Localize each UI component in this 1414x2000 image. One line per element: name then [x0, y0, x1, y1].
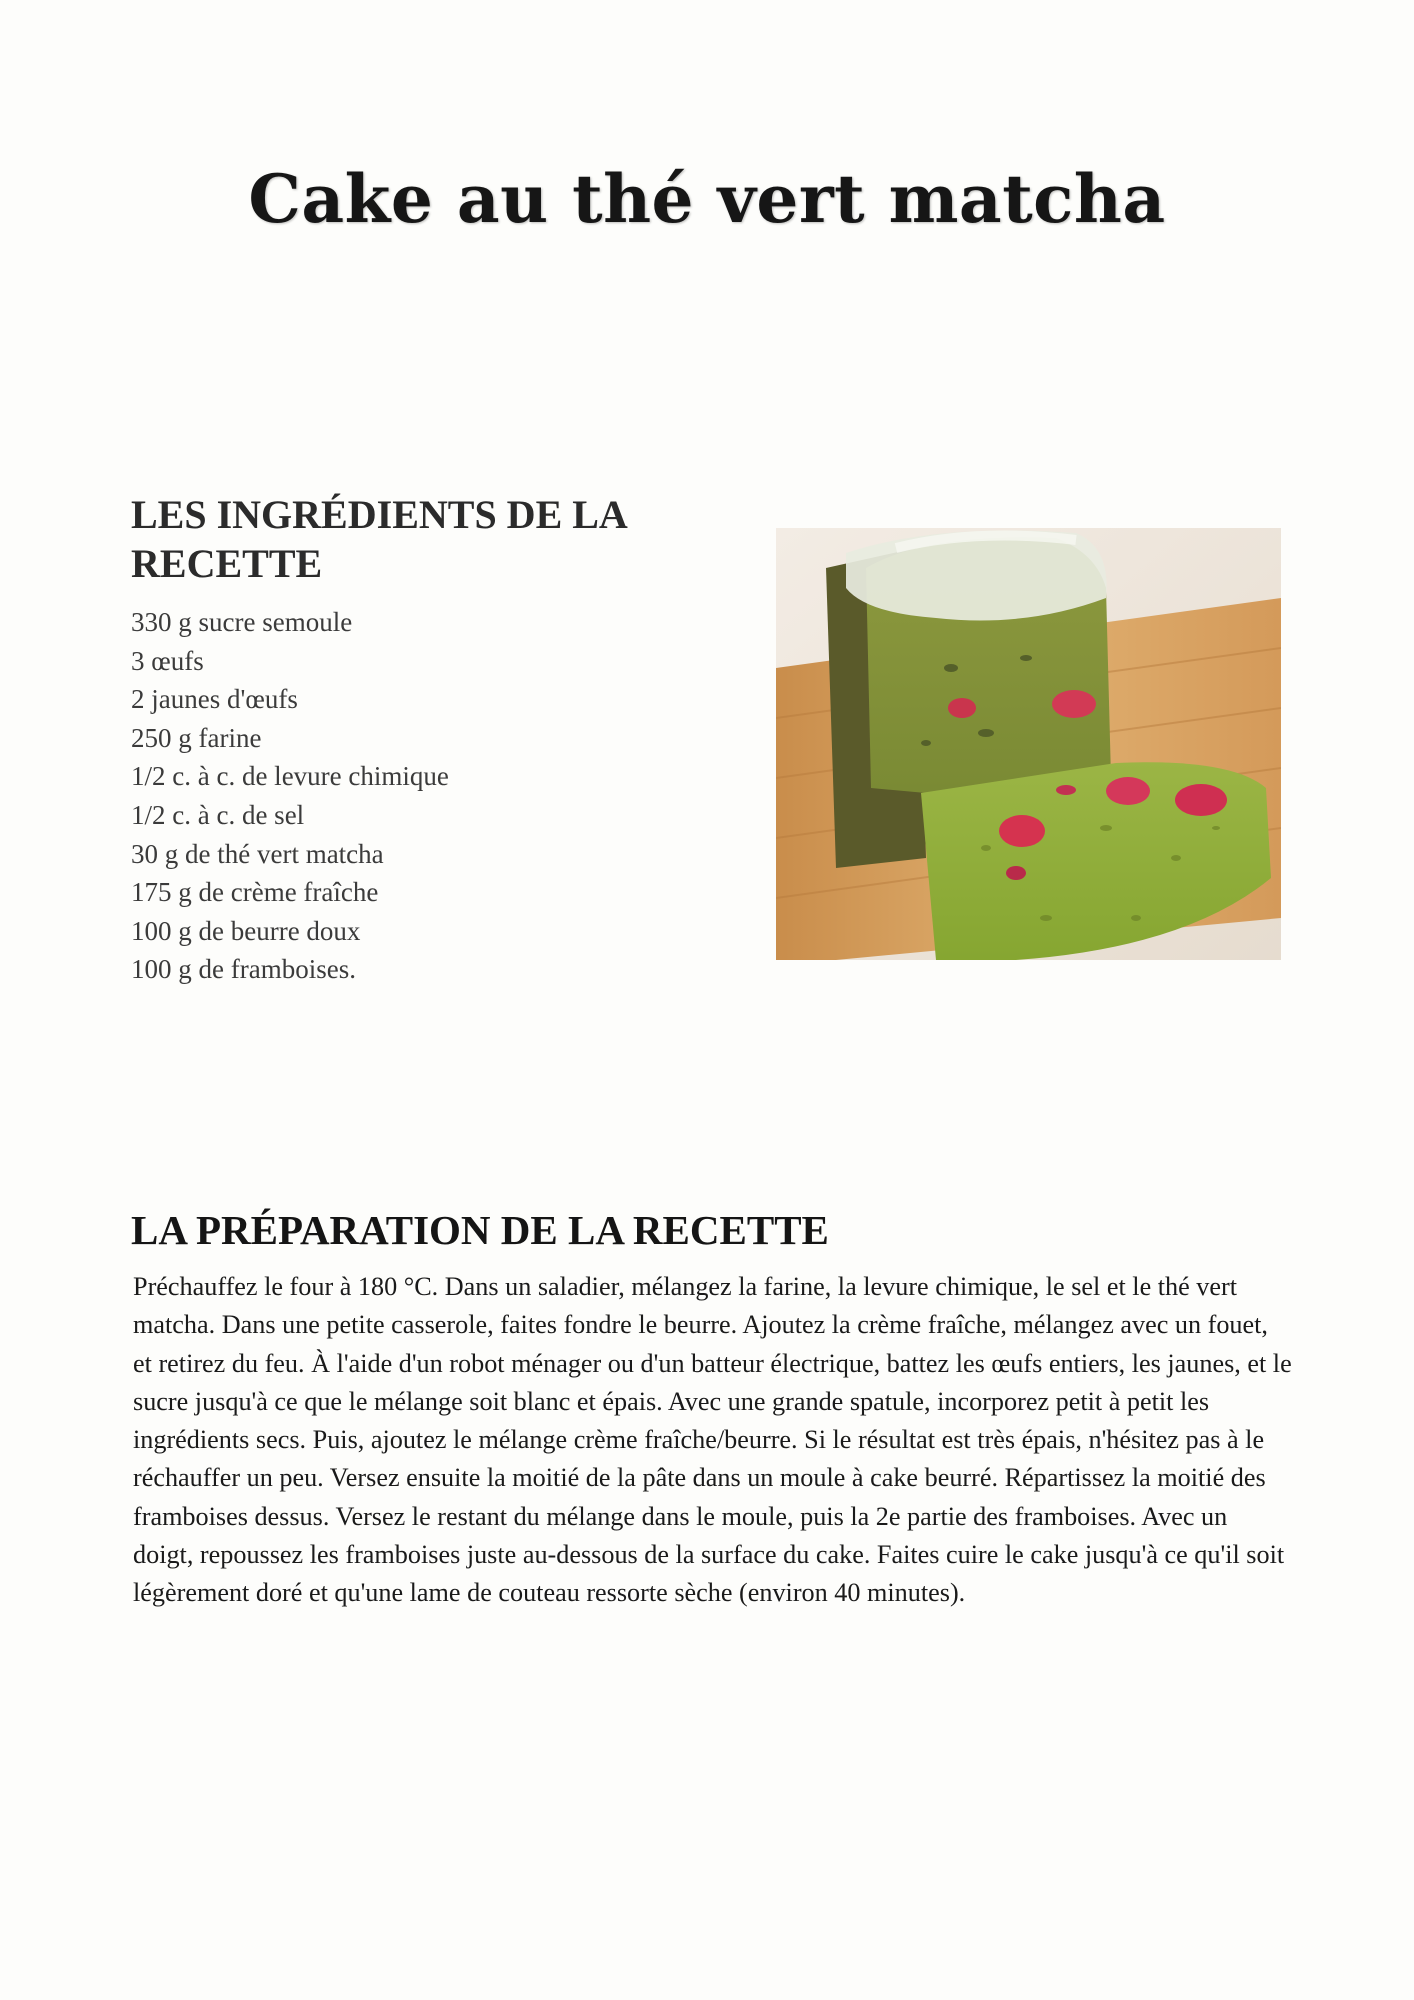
recipe-title: Cake au thé vert matcha — [248, 160, 1166, 238]
ingredient-item: 100 g de framboises. — [131, 954, 356, 985]
ingredient-item: 100 g de beurre doux — [131, 915, 361, 946]
cake-photo — [776, 528, 1281, 960]
ingredient-item: 1/2 c. à c. de sel — [131, 799, 305, 830]
ingredient-item: 30 g de thé vert matcha — [131, 838, 384, 869]
ingredient-item: 2 jaunes d'œufs — [131, 684, 298, 715]
ingredients-list — [131, 603, 449, 989]
ingredient-item: 330 g sucre semoule — [131, 607, 353, 637]
preparation-heading: LA PRÉPARATION DE LA RECETTE — [131, 1207, 829, 1253]
ingredients-heading: LES INGRÉDIENTS DE LA RECETTE — [131, 492, 626, 586]
cake-photo-illustration — [776, 528, 1281, 960]
ingredient-item: 175 g de crème fraîche — [131, 877, 379, 908]
ingredient-item: 250 g farine — [131, 722, 262, 753]
ingredient-item: 1/2 c. à c. de levure chimique — [131, 761, 449, 792]
ingredient-item: 3 œufs — [131, 645, 204, 676]
preparation-text: Préchauffez le four à 180 °C. Dans un saladier, mélangez la farine, la levure chimique, le sel et le thé vert matcha. Dans une petite casserole, faites fondre le beurre. Ajoutez la crème fraîche, mélangez avec un fouet, et retirez du feu. À l'aide d'un robot ménager ou d'un batteur électrique, battez les œufs entiers, les jaunes, et le sucre jusqu'à ce que le mélange soit blanc et épais. Avec une grande spatule, incorporez petit à petit les ingrédients secs. Puis, ajoutez le mélange crème fraîche/beurre. Si le résultat est très épais, n'hésitez pas à le réchauffer un peu. Versez ensuite la moitié de la pâte dans un moule à cake beurré. Répartissez la moitié des framboises dessus. Versez le restant du mélange dans le moule, puis la 2e partie des framboises. Avec un doigt, repoussez les framboises juste au-dessous de la surface du cake. Faites cuire le cake jusqu'à ce qu'il soit légèrement doré et qu'une lame de couteau ressorte sèche (environ 40 minutes). — [133, 1272, 1292, 1608]
